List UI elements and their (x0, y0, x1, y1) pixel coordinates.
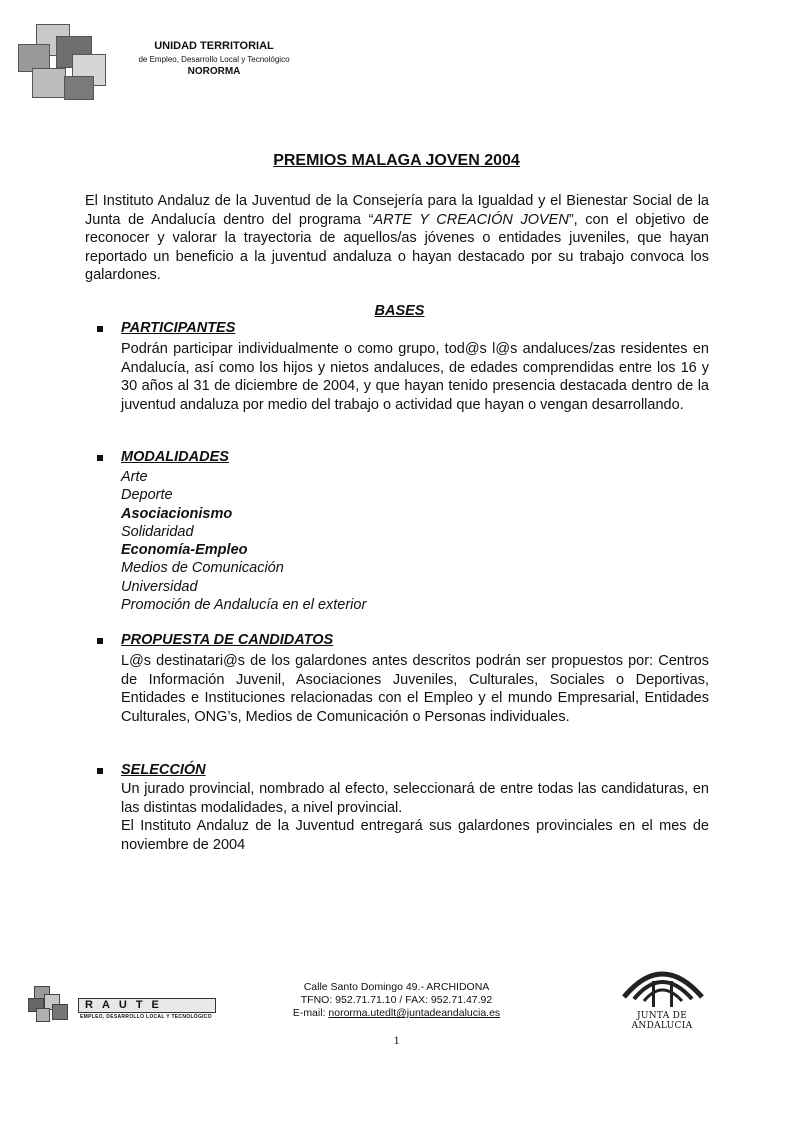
section-body-propuesta: L@s destinatari@s de los galardones antes descritos podrán ser propuestos por: Centros de Información Juvenil, Asociaciones Juveniles, Culturales, Sociales o Deportivas, Entidades e Instituciones relacionadas con el Empleo y el mundo Empresarial, Entidades Culturales, ONG’s, Medios de Comunicación o Personas individuales. (121, 653, 709, 725)
page-number: 1 (393, 1033, 400, 1047)
document-title: PREMIOS MALAGA JOVEN 2004 (273, 152, 520, 169)
bases-heading: BASES (374, 303, 425, 319)
list-item: Arte (121, 469, 148, 485)
list-item: Economía-Empleo (121, 542, 248, 559)
raute-tagline: EMPLEO, DESARROLLO LOCAL Y TECNOLÓGICO (80, 1014, 212, 1020)
list-item: Medios de Comunicación (121, 560, 284, 577)
bullet-icon (97, 638, 103, 644)
modalidades-list (121, 468, 366, 614)
list-item: Asociacionismo (121, 505, 233, 522)
raute-logo (28, 984, 213, 1024)
bullet-icon (97, 455, 103, 461)
list-item: Promoción de Andalucía en el exterior (121, 597, 367, 614)
intro-text-post: ”, con el objetivo de reconocer y valorar la trayectoria de aquellos/as jóvenes o entidades juveniles, que hayan reportado un beneficio a la juventud andaluza o hayan destacado por su trabajo convoca los galardones. (85, 211, 709, 283)
section-heading-seleccion: SELECCIÓN (121, 762, 206, 778)
footer-address: Calle Santo Domingo 49.- ARCHIDONA (303, 981, 490, 993)
header-org: NORORMA (187, 66, 241, 77)
section-heading-participantes: PARTICIPANTES (121, 320, 236, 336)
junta-andalucia-text: JUNTA DE ANDALUCIA (631, 1011, 693, 1031)
section-body-seleccion-2: El Instituto Andaluz de la Juventud entregará sus galardones provinciales en el mes de noviembre de 2004 (121, 818, 709, 853)
footer-email-link[interactable]: nororma.utedlt@juntadeandalucia.es (328, 1007, 501, 1019)
intro-text-pre: El Instituto Andaluz de la Juventud de la Consejería para la Igualdad y el Bienestar Social de la Junta de Andalucía dentro del programa “ (85, 193, 709, 228)
section-heading-modalidades: MODALIDADES (121, 449, 229, 465)
bullet-icon (97, 768, 103, 774)
nororma-logo (14, 20, 106, 100)
intro-program-name: ARTE Y CREACIÓN JOVEN (373, 211, 569, 228)
header-title: UNIDAD TERRITORIAL (154, 40, 274, 52)
footer-email-line (240, 1006, 553, 1020)
bases-heading-row (0, 302, 793, 320)
list-item: Solidaridad (121, 523, 194, 540)
raute-wordmark: RAUTE (78, 998, 216, 1013)
section-heading-propuesta: PROPUESTA DE CANDIDATOS (121, 632, 334, 648)
footer-email-label: E-mail: (292, 1007, 329, 1019)
list-item: Deporte (121, 487, 173, 504)
list-item: Universidad (121, 578, 198, 595)
header-subtitle: de Empleo, Desarrollo Local y Tecnológico (138, 55, 290, 64)
junta-andalucia-logo (612, 955, 712, 1031)
bullet-icon (97, 326, 103, 332)
section-body-participantes: Podrán participar individualmente o como grupo, tod@s l@s andaluces/zas residentes en Andalucía, así como los hijos y nietos andaluces, de edades comprendidas entre los 16 y 30 años al 31 de diciembre de 2004, y que hayan tenido presencia destacada dentro de la juventud andaluza por medio del trabajo o actividad que hayan o vengan desarrollando. (121, 341, 709, 413)
footer-phone: TFNO: 952.71.71.10 / FAX: 952.71.47.92 (300, 994, 493, 1006)
junta-arches-icon (612, 955, 712, 1011)
intro-paragraph (85, 192, 709, 285)
section-body-seleccion-1: Un jurado provincial, nombrado al efecto, seleccionará de entre todas las candidaturas, en las distintas modalidades, a nivel provincial. (121, 781, 709, 816)
